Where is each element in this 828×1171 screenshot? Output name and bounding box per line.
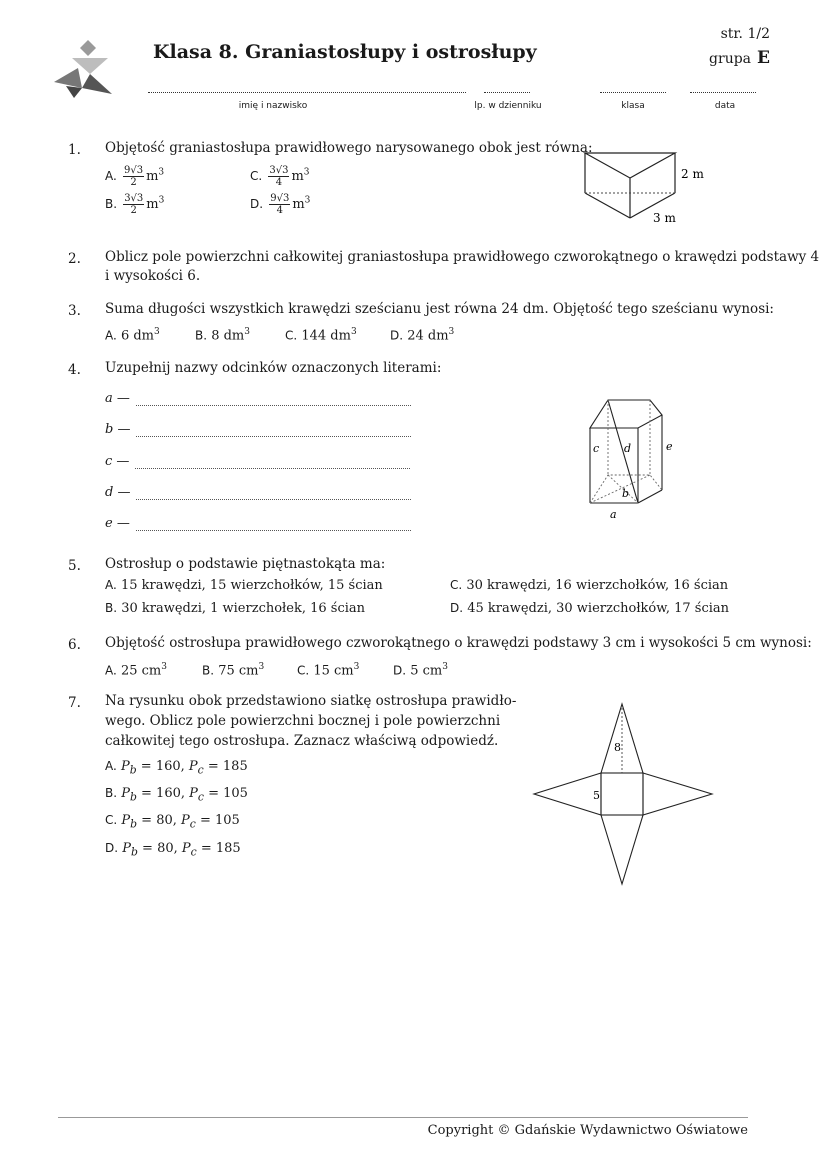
fill-in-row-e[interactable] bbox=[105, 516, 411, 531]
question-text: Objętość graniastosłupa prawidłowego narysowanego obok jest równa: bbox=[105, 140, 593, 156]
class-field-label: klasa bbox=[621, 101, 645, 111]
option-letter: C. bbox=[450, 578, 463, 592]
answer-option-b[interactable] bbox=[105, 601, 365, 616]
exponent: 3 bbox=[158, 195, 165, 206]
option-letter: D. bbox=[393, 663, 407, 678]
label-d: d bbox=[624, 442, 632, 455]
exponent: 3 bbox=[350, 327, 357, 337]
option-pb: 160 bbox=[156, 786, 181, 801]
number-field-label: lp. w dzienniku bbox=[474, 101, 542, 111]
option-pc: 185 bbox=[222, 759, 248, 774]
answer-option-d[interactable] bbox=[250, 193, 310, 216]
option-letter: B. bbox=[105, 197, 118, 211]
exponent: 3 bbox=[154, 327, 160, 337]
group-label: grupa bbox=[709, 51, 752, 67]
segment-letter: e — bbox=[105, 516, 130, 531]
option-value: 15 krawędzi, 15 wierzchołków, 15 ścian bbox=[120, 578, 383, 593]
segment-letter: b — bbox=[105, 422, 131, 437]
option-pb: 80 bbox=[157, 841, 174, 856]
fraction-denominator: 2 bbox=[130, 205, 137, 216]
option-letter: D. bbox=[450, 601, 464, 615]
question-number: 6. bbox=[68, 637, 81, 653]
fraction-denominator: 4 bbox=[276, 205, 283, 216]
exponent: 3 bbox=[448, 327, 455, 337]
answer-option-b[interactable] bbox=[105, 193, 164, 216]
answer-option-d[interactable]: D. $P_b = 80$, $P_c = 185$ bbox=[105, 841, 241, 859]
page-number: str. 1/2 bbox=[720, 26, 770, 42]
unit: m bbox=[291, 169, 304, 184]
answer-option-a[interactable] bbox=[105, 327, 160, 343]
height-label: 2 m bbox=[681, 167, 704, 181]
answer-option-b[interactable]: B. $P_b = 160$, $P_c = 105$ bbox=[105, 786, 248, 804]
option-letter: C. bbox=[297, 663, 310, 678]
option-letter: B. bbox=[195, 328, 208, 343]
question-number: 4. bbox=[68, 362, 81, 378]
option-letter: B. bbox=[202, 663, 215, 678]
base-edge-label: 3 m bbox=[653, 211, 676, 225]
slant-height-label: 8 bbox=[614, 741, 621, 754]
exponent: 3 bbox=[442, 662, 448, 672]
question-text: Uzupełnij nazwy odcinków oznaczonych literami: bbox=[105, 360, 442, 376]
answer-option-a[interactable] bbox=[105, 578, 383, 593]
fraction-numerator: 9√3 bbox=[123, 165, 144, 176]
segment-letter: d — bbox=[105, 485, 131, 500]
answer-option-c[interactable] bbox=[450, 578, 728, 593]
answer-option-a[interactable]: A. $P_b = 160$, $P_c = 185$ bbox=[105, 759, 248, 777]
question-text: Suma długości wszystkich krawędzi sześcianu jest równa 24 dm. Objętość tego sześcianu wynosi: bbox=[105, 301, 774, 317]
answer-line[interactable] bbox=[136, 485, 411, 500]
question-text: Na rysunku obok przedstawiono siatkę ostrosłupa prawidło- bbox=[105, 693, 517, 709]
label-e: e bbox=[666, 440, 673, 453]
option-value: 6 dm bbox=[120, 328, 155, 344]
option-value: 24 dm bbox=[407, 328, 449, 344]
option-value: 15 cm bbox=[313, 663, 354, 679]
unit: m bbox=[292, 197, 305, 212]
answer-option-b[interactable] bbox=[195, 327, 250, 343]
answer-option-a[interactable] bbox=[105, 165, 164, 188]
option-value: 30 krawędzi, 16 wierzchołków, 16 ścian bbox=[466, 578, 729, 593]
option-pc: 105 bbox=[215, 813, 240, 828]
option-value: 45 krawędzi, 30 wierzchołków, 17 ścian bbox=[467, 601, 730, 616]
exponent: 3 bbox=[158, 167, 165, 178]
question-text: wego. Oblicz pole powierzchni bocznej i pole powierzchni bbox=[105, 713, 501, 729]
fraction-denominator: 4 bbox=[275, 177, 283, 188]
option-letter: A. bbox=[105, 759, 117, 773]
answer-option-c[interactable] bbox=[250, 165, 310, 188]
question-text: Ostrosłup o podstawie piętnastokąta ma: bbox=[105, 556, 386, 572]
question-number: 3. bbox=[68, 303, 81, 319]
exponent: 3 bbox=[304, 195, 311, 206]
option-letter: C. bbox=[285, 328, 298, 343]
group-value: E bbox=[757, 48, 770, 68]
class-field-line[interactable] bbox=[600, 92, 666, 93]
fill-in-row-d[interactable] bbox=[105, 485, 411, 500]
fill-in-row-c[interactable] bbox=[105, 454, 410, 469]
number-field-line[interactable] bbox=[484, 92, 530, 93]
answer-option-c[interactable] bbox=[297, 662, 359, 678]
label-b: b bbox=[622, 487, 630, 500]
option-value: 5 cm bbox=[410, 663, 443, 679]
option-letter: D. bbox=[390, 328, 404, 343]
option-value: 144 dm bbox=[301, 328, 351, 344]
option-letter: D. bbox=[250, 197, 264, 211]
fraction bbox=[268, 165, 289, 188]
option-letter: C. bbox=[250, 169, 263, 183]
answer-option-c[interactable]: C. $P_b = 80$, $P_c = 105$ bbox=[105, 813, 240, 831]
option-letter: A. bbox=[105, 663, 117, 678]
date-field-line[interactable] bbox=[690, 92, 756, 93]
fraction bbox=[123, 165, 144, 188]
fill-in-row-a[interactable] bbox=[105, 391, 411, 406]
option-letter: A. bbox=[105, 578, 117, 592]
fraction-numerator: 9√3 bbox=[270, 193, 290, 204]
exponent: 3 bbox=[353, 662, 360, 672]
segment-letter: a — bbox=[105, 391, 130, 406]
answer-option-d[interactable] bbox=[450, 601, 729, 616]
fraction bbox=[123, 193, 144, 216]
question-text: Oblicz pole powierzchni całkowitej graniastosłupa prawidłowego czworokątnego o krawędzi podstawy 4 bbox=[105, 249, 820, 265]
answer-option-c[interactable] bbox=[285, 327, 357, 343]
option-letter: B. bbox=[105, 786, 118, 800]
answer-line[interactable] bbox=[136, 391, 411, 406]
answer-line[interactable] bbox=[136, 422, 411, 437]
option-pb: 80 bbox=[156, 813, 173, 828]
group-indicator bbox=[709, 48, 770, 68]
answer-option-d[interactable] bbox=[393, 662, 448, 678]
option-letter: C. bbox=[105, 813, 118, 827]
label-a: a bbox=[610, 508, 617, 521]
question-number: 7. bbox=[68, 695, 81, 711]
unit: m bbox=[146, 197, 159, 212]
question-number: 5. bbox=[68, 558, 81, 574]
question-text: i wysokości 6. bbox=[105, 268, 201, 284]
name-field-line[interactable] bbox=[148, 92, 466, 93]
unit: m bbox=[146, 169, 159, 184]
exponent: 3 bbox=[244, 327, 250, 337]
fraction-numerator: 3√3 bbox=[269, 165, 289, 176]
pentagonal-prism-figure bbox=[580, 390, 690, 525]
answer-line[interactable] bbox=[136, 516, 411, 531]
option-pc: 185 bbox=[215, 841, 241, 856]
answer-line[interactable] bbox=[135, 454, 410, 469]
option-value: 8 dm bbox=[211, 328, 245, 344]
option-letter: D. bbox=[105, 841, 119, 855]
option-letter: A. bbox=[105, 328, 117, 343]
publisher-logo bbox=[52, 38, 124, 100]
name-field-label: imię i nazwisko bbox=[238, 101, 308, 111]
exponent: 3 bbox=[161, 662, 167, 672]
exponent: 3 bbox=[303, 167, 310, 178]
exponent: 3 bbox=[258, 662, 265, 672]
question-number: 2. bbox=[68, 251, 81, 267]
answer-option-a[interactable] bbox=[105, 662, 167, 678]
answer-option-b[interactable] bbox=[202, 662, 264, 678]
pyramid-net-figure bbox=[530, 700, 720, 888]
fraction-numerator: 3√3 bbox=[124, 193, 144, 204]
question-text: całkowitej tego ostrosłupa. Zaznacz właściwą odpowiedź. bbox=[105, 733, 499, 749]
segment-letter: c — bbox=[105, 454, 130, 469]
question-number: 1. bbox=[68, 142, 81, 158]
date-field-label: data bbox=[714, 101, 736, 111]
option-letter: A. bbox=[105, 169, 117, 183]
page-title: Klasa 8. Graniastosłupy i ostrosłupy bbox=[153, 41, 537, 63]
answer-option-d[interactable] bbox=[390, 327, 454, 343]
option-value: 25 cm bbox=[120, 663, 162, 679]
option-value: 75 cm bbox=[218, 663, 259, 679]
option-pc: 105 bbox=[223, 786, 248, 801]
prism-figure bbox=[575, 145, 715, 230]
fraction bbox=[269, 193, 290, 216]
footer-divider bbox=[58, 1117, 748, 1118]
option-value: 30 krawędzi, 1 wierzchołek, 16 ścian bbox=[121, 601, 366, 616]
base-edge-label: 5 bbox=[593, 789, 600, 802]
question-text: Objętość ostrosłupa prawidłowego czworokątnego o krawędzi podstawy 3 cm i wysokości 5 cm wynosi: bbox=[105, 635, 812, 651]
fraction-denominator: 2 bbox=[130, 177, 137, 188]
label-c: c bbox=[593, 442, 600, 455]
fill-in-row-b[interactable] bbox=[105, 422, 411, 437]
copyright-footer: Copyright © Gdańskie Wydawnictwo Oświatowe bbox=[427, 1123, 748, 1138]
option-letter: B. bbox=[105, 601, 118, 615]
option-pb: 160 bbox=[155, 759, 181, 774]
